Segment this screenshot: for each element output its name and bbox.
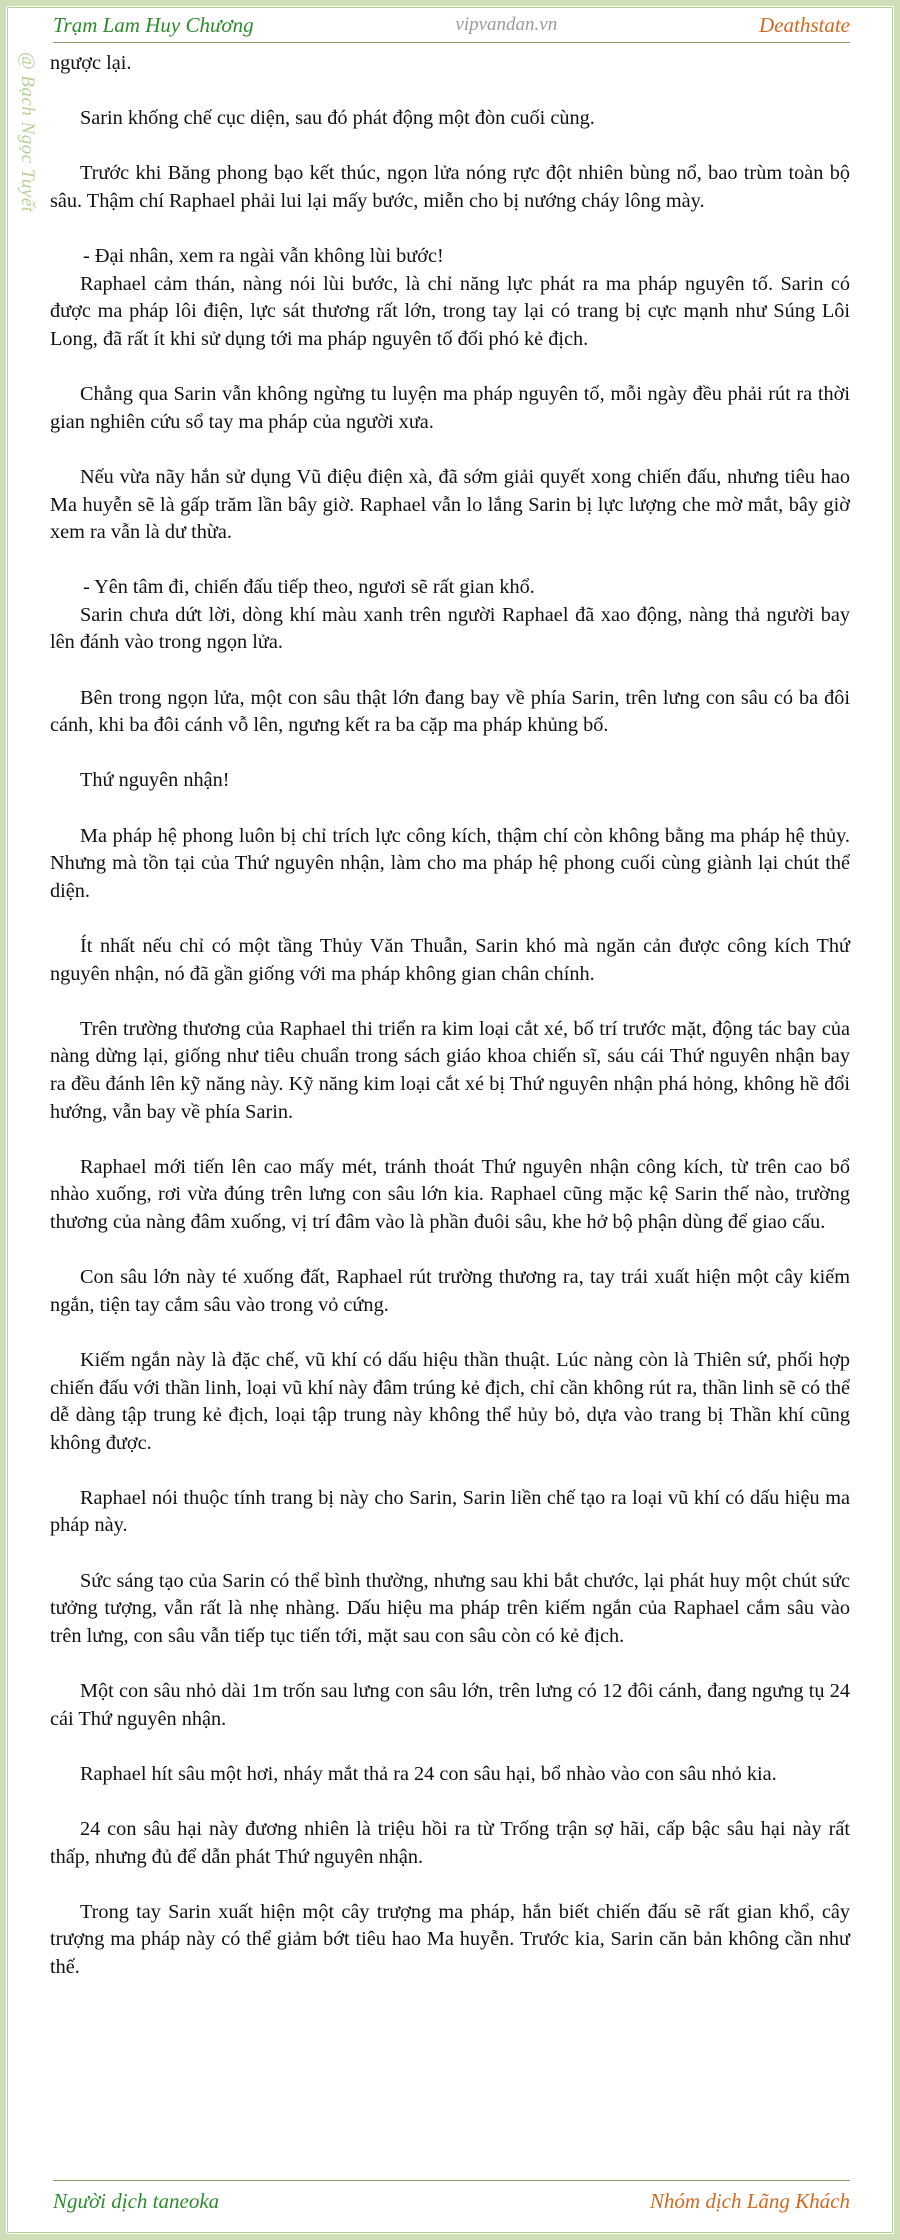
paragraph: Raphael hít sâu một hơi, nháy mắt thả ra 24 con sâu hại, bổ nhào vào con sâu nhỏ kia. bbox=[80, 1762, 777, 1785]
paragraph: Bên trong ngọn lửa, một con sâu thật lớn đang bay về phía Sarin, trên lưng con sâu có ba đôi cánh, khi ba đôi cánh vỗ lên, ngưng kết ra ba cặp ma pháp khủng bố. bbox=[50, 686, 850, 737]
document-body bbox=[50, 50, 850, 2009]
paragraph: Raphael nói thuộc tính trang bị này cho Sarin, Sarin liền chế tạo ra loại vũ khí có dấu hiệu ma pháp này. bbox=[50, 1486, 850, 1537]
header-site-title: Trạm Lam Huy Chương bbox=[53, 12, 254, 37]
paragraph: Ít nhất nếu chỉ có một tầng Thủy Văn Thuẫn, Sarin khó mà ngăn cản được công kích Thứ nguyên nhận, nó đã gần giống với ma pháp không gian chân chính. bbox=[50, 935, 850, 985]
paragraph: Nếu vừa nãy hắn sử dụng Vũ điệu điện xà, đã sớm giải quyết xong chiến đấu, nhưng tiêu hao Ma huyễn sẽ là gấp trăm lần bây giờ. Raphael vẫn lo lắng Sarin bị lực lượng che mờ mắt, bây giờ xem ra vẫn là dư thừa. bbox=[50, 465, 850, 544]
paragraph: Ma pháp hệ phong luôn bị chỉ trích lực công kích, thậm chí còn không bằng ma pháp hệ thủy. Nhưng mà tồn tại của Thứ nguyên nhận, làm cho ma pháp hệ phong cuối cùng giành lại chút thể diện. bbox=[50, 824, 850, 902]
paragraph: Con sâu lớn này té xuống đất, Raphael rút trường thương ra, tay trái xuất hiện một cây kiếm ngắn, tiện tay cắm sâu vào trong vỏ cứng. bbox=[50, 1266, 850, 1316]
dialogue-line: - Yên tâm đi, chiến đấu tiếp theo, ngươi sẽ rất gian khổ. bbox=[83, 576, 535, 599]
header-book-title: Deathstate bbox=[759, 12, 850, 37]
dialogue-line: - Đại nhân, xem ra ngài vẫn không lùi bước! bbox=[83, 245, 444, 268]
paragraph: Raphael mới tiến lên cao mấy mét, tránh thoát Thứ nguyên nhận công kích, từ trên cao bổ nhào xuống, rơi vừa đúng trên lưng con sâu lớn kia. Raphael cũng mặc kệ Sarin thế nào, trường thương của nàng đâm xuống, vị trí đâm vào là phần đuôi sâu, khe hở bộ phận dùng để giao cấu. bbox=[50, 1155, 850, 1233]
watermark: @ Bạch Ngọc Tuyết bbox=[17, 52, 38, 213]
paragraph: 24 con sâu hại này đương nhiên là triệu hồi ra từ Trống trận sợ hãi, cấp bậc sâu hại này rất thấp, nhưng đủ để dẫn phát Thứ nguyên nhận. bbox=[50, 1818, 850, 1868]
paragraph: Raphael cảm thán, nàng nói lùi bước, là chỉ năng lực phát ra ma pháp nguyên tố. Sarin có được ma pháp lôi điện, lực sát thương rất lớn, trong tay lại có trang bị cực mạnh như Súng Lôi Long, đã rất ít khi sử dụng tới ma pháp nguyên tố đối phó kẻ địch. bbox=[50, 272, 850, 350]
footer-group: Nhóm dịch Lãng Khách bbox=[649, 2188, 850, 2213]
paragraph: Sarin khống chế cục diện, sau đó phát động một đòn cuối cùng. bbox=[80, 107, 595, 130]
paragraph: Kiếm ngắn này là đặc chế, vũ khí có dấu hiệu thần thuật. Lúc nàng còn là Thiên sứ, phối hợp chiến đấu với thần linh, loại vũ khí này đâm trúng kẻ địch, chỉ cần không rút ra, thần linh sẽ có thể dễ dàng tập trung kẻ địch, loại tập trung này không thể hủy bỏ, dựa vào trang bị Thần khí cũng không được. bbox=[50, 1348, 850, 1454]
paragraph: Chẳng qua Sarin vẫn không ngừng tu luyện ma pháp nguyên tố, mỗi ngày đều phải rút ra thời gian nghiên cứu sổ tay ma pháp của người xưa. bbox=[50, 383, 850, 433]
paragraph: Sức sáng tạo của Sarin có thể bình thường, nhưng sau khi bắt chước, lại phát huy một chút sức tưởng tượng, vẫn rất là nhẹ nhàng. Dấu hiệu ma pháp trên kiếm ngắn của Raphael cắm sâu vào trên lưng, con sâu vẫn tiếp tục tiến tới, mặt sau con sâu còn có kẻ địch. bbox=[50, 1569, 850, 1647]
header-url: vipvandan.vn bbox=[455, 14, 558, 35]
paragraph: Sarin chưa dứt lời, dòng khí màu xanh trên người Raphael đã xao động, nàng thả người bay lên đánh vào trong ngọn lửa. bbox=[50, 603, 850, 654]
paragraph: Trong tay Sarin xuất hiện một cây trượng ma pháp, hắn biết chiến đấu sẽ rất gian khổ, cây trượng ma pháp này có thể giảm bớt tiêu hao Ma huyễn. Trước kia, Sarin căn bản không cần như thế. bbox=[50, 1900, 850, 1978]
paragraph: Trước khi Băng phong bạo kết thúc, ngọn lửa nóng rực đột nhiên bùng nổ, bao trùm toàn bộ sâu. Thậm chí Raphael phải lui lại mấy bước, miễn cho bị nướng cháy lông mày. bbox=[50, 162, 850, 212]
page-header bbox=[53, 8, 850, 43]
paragraph: Trên trường thương của Raphael thi triển ra kim loại cắt xé, bố trí trước mặt, động tác bay của nàng dừng lại, giống như tiêu chuẩn trong sách giáo khoa chiến sĩ, sáu cái Thứ nguyên nhận bay ra đều đánh lên kỹ năng này. Kỹ năng kim loại cắt xé bị Thứ nguyên nhận phá hỏng, không hề đổi hướng, vẫn bay về phía Sarin. bbox=[50, 1017, 850, 1123]
paragraph: Một con sâu nhỏ dài 1m trốn sau lưng con sâu lớn, trên lưng có 12 đôi cánh, đang ngưng tụ 24 cái Thứ nguyên nhận. bbox=[50, 1680, 850, 1730]
paragraph: ngược lại. bbox=[50, 52, 132, 74]
paragraph: Thứ nguyên nhận! bbox=[80, 769, 230, 792]
footer-translator: Người dịch taneoka bbox=[53, 2188, 220, 2213]
page-footer bbox=[53, 2180, 850, 2221]
